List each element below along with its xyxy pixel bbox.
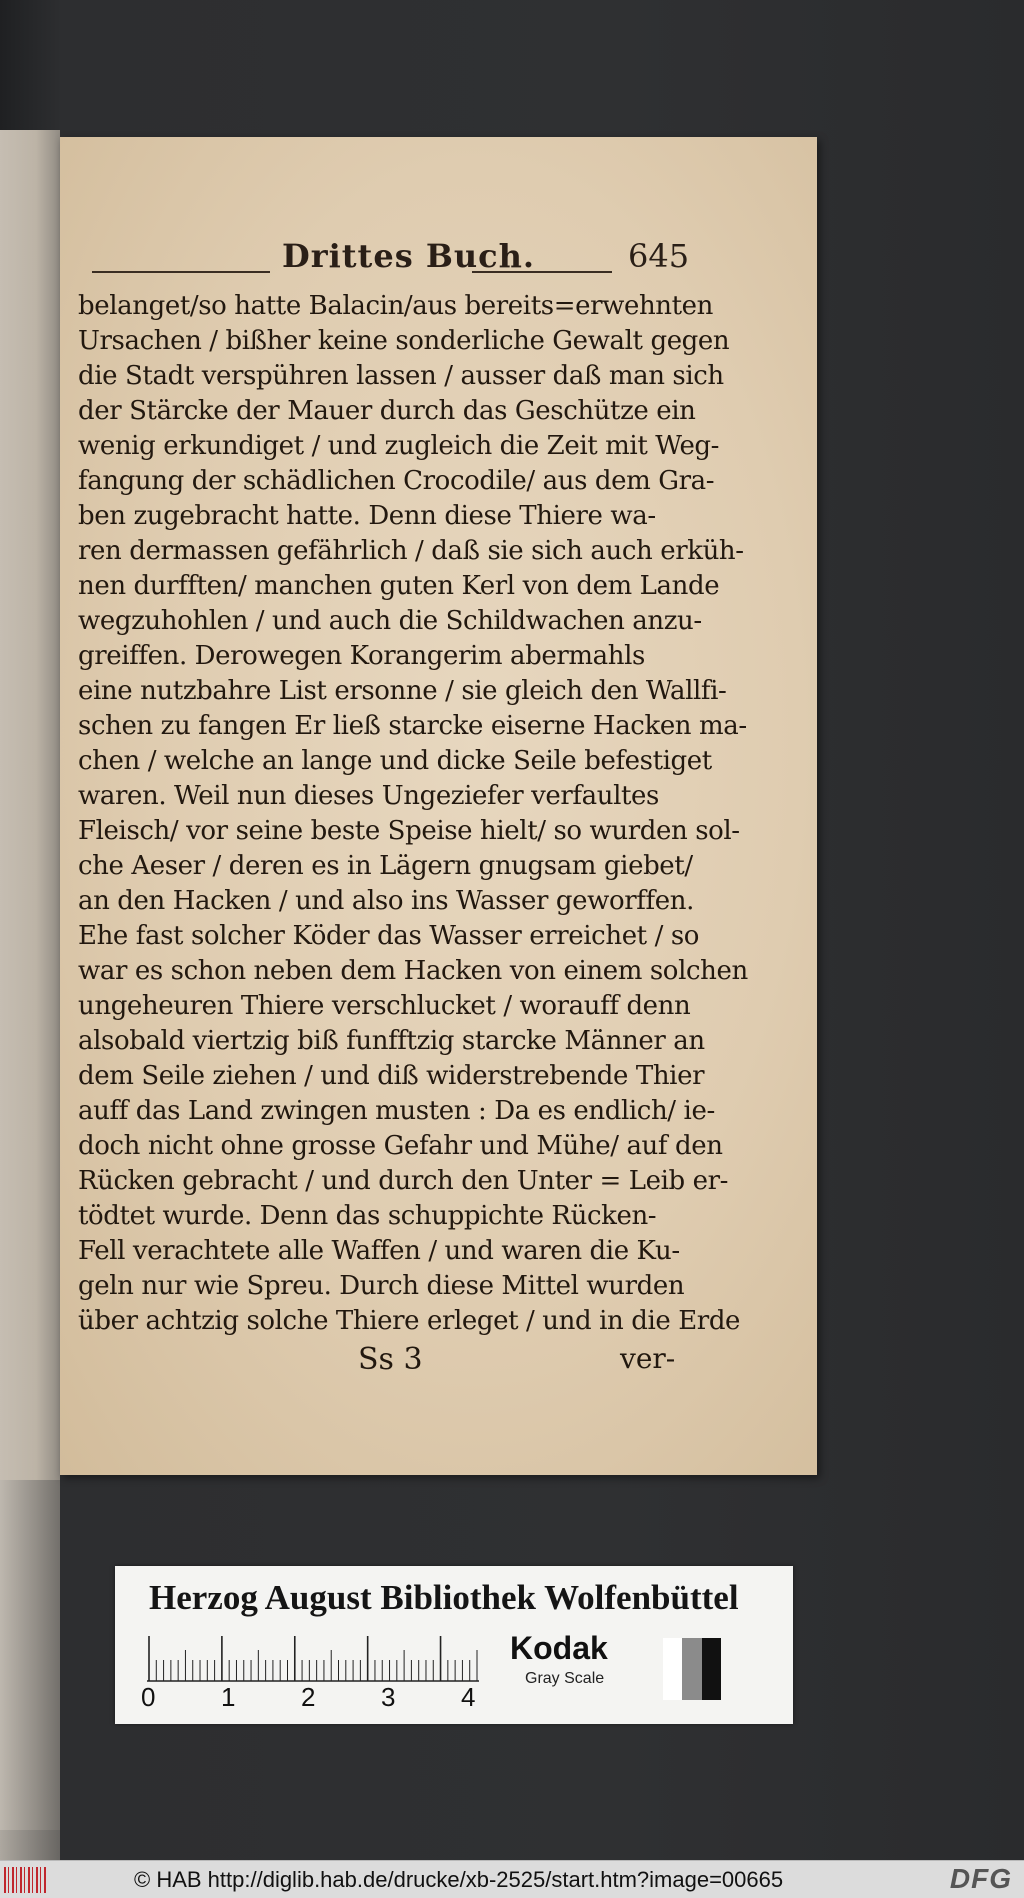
text-line: Ehe fast solcher Köder das Wasser erreichet / so bbox=[78, 921, 700, 951]
text-line: wegzuhohlen / und auch die Schildwachen anzu- bbox=[78, 606, 702, 636]
text-line: alsobald viertzig biß funfftzig starcke Männer an bbox=[78, 1026, 705, 1056]
copyright-url[interactable]: © HAB http://diglib.hab.de/drucke/xb-2525/start.htm?image=00665 bbox=[134, 1867, 784, 1892]
ruler-digit: 2 bbox=[301, 1682, 316, 1712]
ruler-digit: 3 bbox=[381, 1682, 396, 1712]
text-line: che Aeser / deren es in Lägern gnugsam giebet/ bbox=[78, 851, 693, 881]
ruler-digit: 0 bbox=[141, 1682, 156, 1712]
text-line: nen durfften/ manchen guten Kerl von dem Lande bbox=[78, 571, 720, 601]
text-line: dem Seile ziehen / und diß widerstrebende Thier bbox=[78, 1061, 705, 1091]
footer-bar bbox=[0, 1860, 1024, 1898]
text-line: tödtet wurde. Denn das schuppichte Rücken- bbox=[78, 1201, 657, 1231]
text-line: geln nur wie Spreu. Durch diese Mittel wurden bbox=[78, 1271, 685, 1301]
text-line: greiffen. Derowegen Korangerim abermahls bbox=[78, 641, 645, 671]
color-target-card bbox=[115, 1566, 793, 1724]
text-line: Fleisch/ vor seine beste Speise hielt/ so wurden sol- bbox=[78, 816, 740, 846]
text-line: der Stärcke der Mauer durch das Geschütze ein bbox=[78, 396, 696, 426]
library-name: Herzog August Bibliothek Wolfenbüttel bbox=[149, 1578, 739, 1617]
text-line: belanget/so hatte Balacin/aus bereits=erwehnten bbox=[78, 291, 714, 321]
gray-scale-swatch bbox=[663, 1638, 721, 1700]
book-page bbox=[60, 137, 817, 1475]
text-line: Ursachen / bißher keine sonderliche Gewalt gegen bbox=[78, 326, 730, 356]
text-line: über achtzig solche Thiere erleget / und in die Erde bbox=[78, 1306, 741, 1336]
running-title: Drittes Buch. bbox=[282, 237, 536, 275]
page-number: 645 bbox=[628, 237, 690, 275]
text-line: ren dermassen gefährlich / daß sie sich auch erküh- bbox=[78, 536, 744, 566]
text-line: die Stadt verspühren lassen / ausser daß man sich bbox=[78, 361, 724, 391]
text-line: doch nicht ohne grosse Gefahr und Mühe/ auf den bbox=[78, 1131, 723, 1161]
text-line: Fell verachtete alle Waffen / und waren die Ku- bbox=[78, 1236, 680, 1266]
ruler-scale bbox=[147, 1632, 479, 1682]
text-line: eine nutzbahre List ersonne / sie gleich den Wallfi- bbox=[78, 676, 727, 706]
signature-mark: Ss 3 bbox=[358, 1342, 423, 1377]
text-line: ungeheuren Thiere verschlucket / worauff denn bbox=[78, 991, 691, 1021]
kodak-logo: Kodak bbox=[510, 1630, 608, 1666]
dfg-logo: DFG bbox=[949, 1863, 1012, 1894]
text-line: ben zugebracht hatte. Denn diese Thiere wa- bbox=[78, 501, 656, 531]
ruler-digit: 4 bbox=[461, 1682, 476, 1712]
previous-page-shadow bbox=[0, 1480, 60, 1860]
head-rule-left bbox=[92, 271, 270, 273]
text-line: waren. Weil nun dieses Ungeziefer verfaultes bbox=[78, 781, 659, 811]
barcode-icon bbox=[4, 1867, 46, 1893]
text-line: an den Hacken / und also ins Wasser geworffen. bbox=[78, 886, 694, 916]
text-line: war es schon neben dem Hacken von einem solchen bbox=[78, 956, 748, 986]
body-text bbox=[78, 289, 748, 1339]
text-line: schen zu fangen Er ließ starcke eiserne Hacken ma- bbox=[78, 711, 747, 741]
ruler-digit: 1 bbox=[221, 1682, 236, 1712]
text-line: Rücken gebracht / und durch den Unter = Leib er- bbox=[78, 1166, 729, 1196]
text-line: fangung der schädlichen Crocodile/ aus dem Gra- bbox=[78, 466, 715, 496]
text-line: chen / welche an lange und dicke Seile befestiget bbox=[78, 746, 712, 776]
ruler-digits bbox=[141, 1682, 501, 1716]
text-line: wenig erkundiget / und zugleich die Zeit mit Weg- bbox=[78, 431, 720, 461]
text-line: auff das Land zwingen musten : Da es endlich/ ie- bbox=[78, 1096, 715, 1126]
catchword: ver- bbox=[620, 1342, 676, 1375]
gray-scale-label: Gray Scale bbox=[525, 1670, 605, 1687]
